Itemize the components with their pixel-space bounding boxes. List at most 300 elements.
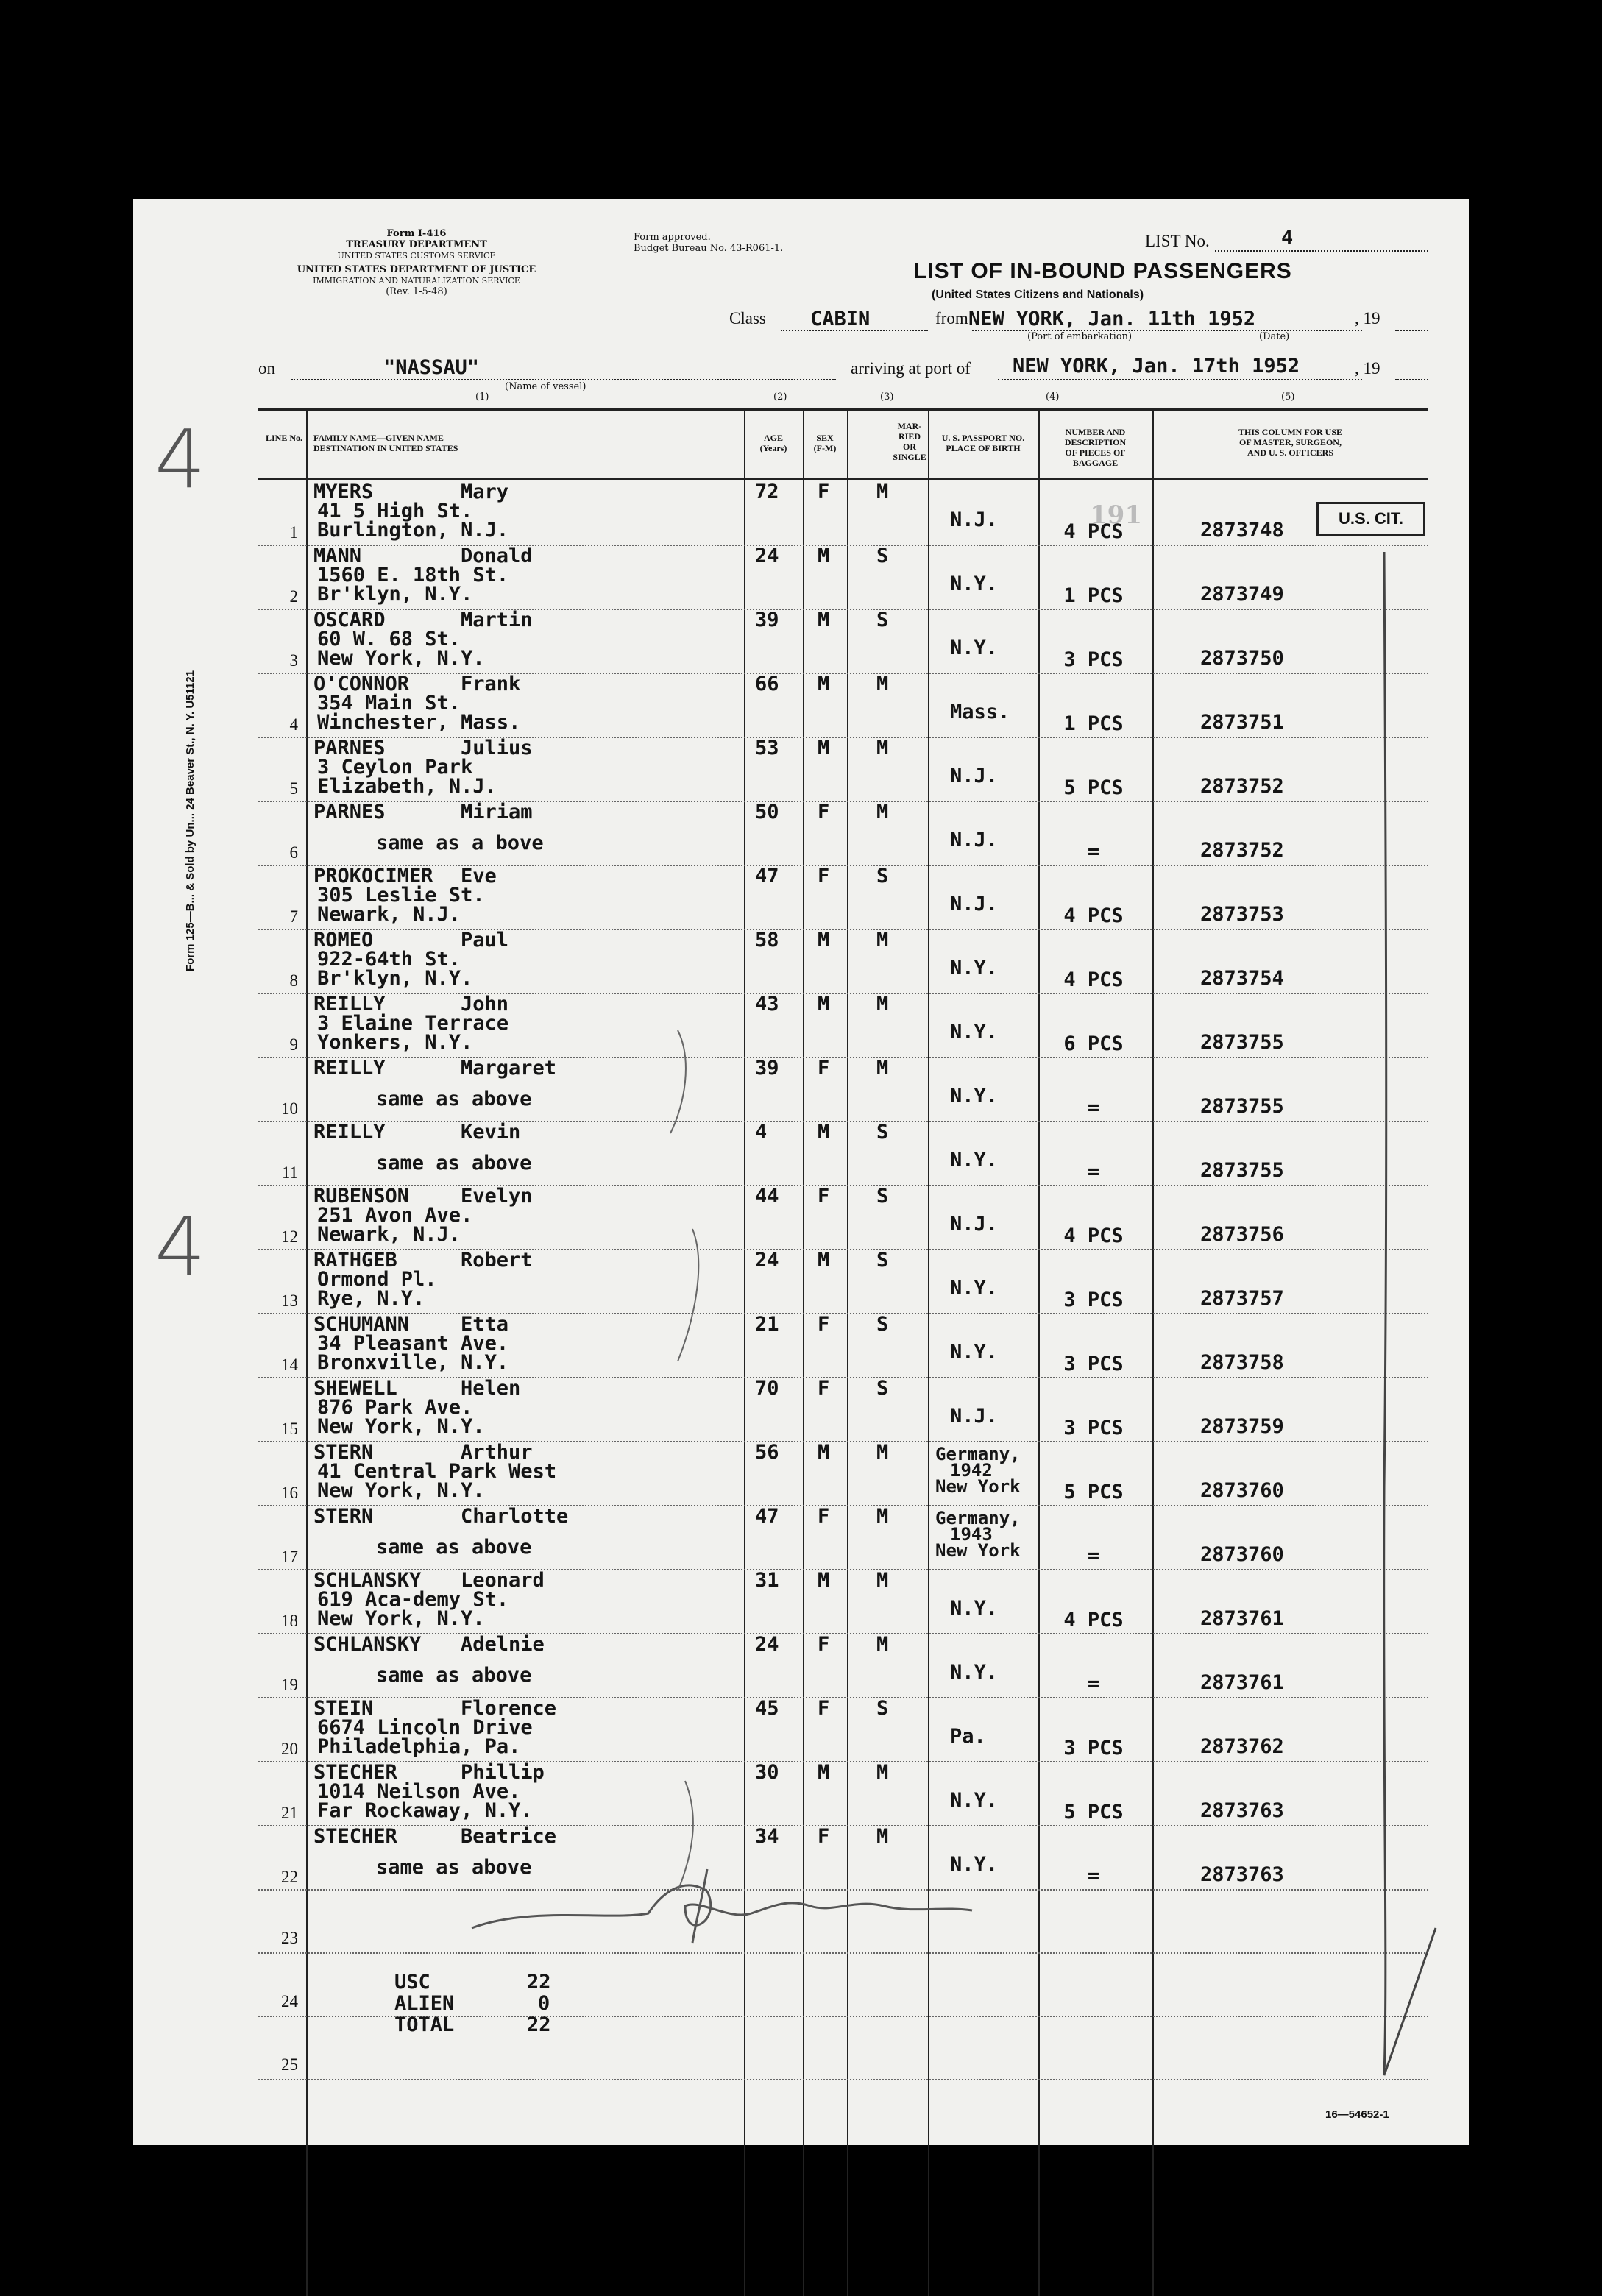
form-number: Form I-416 [386,228,447,239]
port-embarkation-caption: (Port of embarkation) [1027,331,1133,342]
baggage-count: 3 PCS [1063,648,1124,671]
hdr-age: AGE (Years) [759,433,787,453]
passenger-surname: PROKOCIMER [313,865,433,887]
place-of-birth: N.Y. [950,637,999,659]
place-of-birth: Pa. [950,1725,986,1748]
passenger-marital: M [876,1825,889,1848]
form-agency-block [251,228,582,297]
passenger-address: 876 Park Ave. [317,1396,473,1419]
baggage-count: 6 PCS [1063,1032,1124,1055]
printer-imprint: Form 125—B... & Sold by Un... 24 Beaver St., N. Y. U51121 [184,670,196,971]
line-number: 13 [281,1292,298,1310]
line-number: 16 [281,1484,298,1502]
passenger-city: Br'klyn, N.Y. [317,583,473,606]
row-divider [258,2079,1428,2080]
passenger-sex: M [818,545,830,567]
place-of-birth: Germany, [935,1444,1021,1464]
manifest-number: 2873755 [1200,1031,1284,1054]
passenger-address: same as a bove [376,832,544,854]
col-divider [1038,408,1040,2296]
passenger-given-name: Adelnie [461,1633,545,1656]
baggage-count: 3 PCS [1063,1289,1124,1311]
manifest-number: 2873759 [1200,1415,1284,1438]
arriving-label: arriving at port of [851,359,971,378]
passenger-surname: O'CONNOR [313,673,410,695]
passenger-surname: SHEWELL [313,1377,397,1400]
passenger-address: 1560 E. 18th St. [317,564,509,587]
passenger-surname: STECHER [313,1825,397,1848]
alien-count: 0 [538,1992,550,2015]
line-number: 18 [281,1612,298,1630]
passenger-city: Winchester, Mass. [317,711,521,734]
passenger-age: 34 [755,1825,779,1848]
from-value: NEW YORK, Jan. 11th 1952 [968,308,1256,330]
place-of-birth: Mass. [950,701,1010,723]
passenger-address: 60 W. 68 St. [317,628,461,651]
arrival-value: NEW YORK, Jan. 17th 1952 [1013,355,1300,378]
faint-stamp: 191 [1090,500,1142,530]
baggage-count: 1 PCS [1063,584,1124,607]
passenger-given-name: Florence [461,1697,557,1720]
passenger-city: New York, N.Y. [317,1607,485,1630]
passenger-address: same as above [376,1664,532,1687]
row-divider [258,1057,1428,1058]
table-top-rule [258,408,1428,411]
naturalization-place: New York [935,1476,1021,1497]
hdr-line: LINE No. [265,433,302,443]
manifest-number: 2873760 [1200,1479,1284,1502]
col-divider [847,408,848,2296]
place-of-birth: N.Y. [950,1789,999,1812]
passenger-address: 354 Main St. [317,692,461,715]
baggage-count: = [1087,1096,1100,1119]
passenger-address: same as above [376,1856,532,1879]
passenger-given-name: Helen [461,1377,521,1400]
col-cap-5: (5) [1281,391,1295,403]
footer-code: 16—54652-1 [1325,2108,1389,2121]
line-number: 4 [289,715,298,734]
baggage-count: 4 PCS [1063,904,1124,927]
page-title: LIST OF IN-BOUND PASSENGERS [913,259,1292,283]
line-number: 5 [289,779,298,798]
passenger-address: Ormond Pl. [317,1268,437,1291]
row-divider [258,929,1428,930]
passenger-marital: M [876,1761,889,1784]
passenger-sex: F [818,1633,830,1656]
arrival-line [998,379,1362,380]
naturalization-year: 1942 [950,1460,993,1481]
hdr-baggage: NUMBER AND DESCRIPTION OF PIECES OF BAGGAGE [1064,427,1127,468]
manifest-number: 2873755 [1200,1159,1284,1182]
manifest-number: 2873749 [1200,583,1284,606]
passenger-address: 6674 Lincoln Drive [317,1716,533,1739]
manifest-number: 2873755 [1200,1095,1284,1118]
manifest-number: 2873753 [1200,903,1284,926]
passenger-given-name: Charlotte [461,1505,569,1528]
baggage-count: 1 PCS [1063,712,1124,735]
passenger-marital: M [876,1505,889,1528]
margin-pencil-mark: 4 [155,412,206,506]
passenger-given-name: Evelyn [461,1185,533,1208]
passenger-sex: M [818,1761,830,1784]
place-of-birth: N.Y. [950,1085,999,1108]
place-of-birth: N.J. [950,829,999,851]
passenger-age: 31 [755,1569,779,1592]
baggage-count: = [1087,840,1100,863]
baggage-count: 5 PCS [1063,1801,1124,1824]
passenger-marital: S [876,1249,889,1272]
passenger-sex: F [818,1377,830,1400]
customs-service: UNITED STATES CUSTOMS SERVICE [337,251,496,261]
baggage-count: = [1087,1161,1100,1183]
line-number: 22 [281,1868,298,1886]
passenger-sex: M [818,1569,830,1592]
row-divider [258,545,1428,546]
list-no-line [1215,250,1428,252]
col-divider [928,408,929,2296]
passenger-age: 4 [755,1121,768,1144]
from-year-line [1395,330,1428,331]
passenger-age: 43 [755,993,779,1016]
passenger-age: 39 [755,609,779,631]
line-number: 8 [289,971,298,990]
place-of-birth: N.J. [950,765,999,787]
passenger-given-name: Margaret [461,1057,557,1080]
passenger-address: 922-64th St. [317,948,461,971]
col-divider [744,408,745,2296]
line-number: 10 [281,1099,298,1118]
passenger-marital: M [876,737,889,759]
passenger-given-name: Arthur [461,1441,533,1464]
passenger-sex: M [818,929,830,952]
passenger-marital: M [876,1569,889,1592]
passenger-age: 44 [755,1185,779,1208]
hdr-officers: THIS COLUMN FOR USE OF MASTER, SURGEON, AND U. S. OFFICERS [1238,427,1343,458]
passenger-surname: SCHLANSKY [313,1633,422,1656]
passenger-surname: SCHUMANN [313,1313,410,1336]
passenger-sex: F [818,865,830,887]
class-label: Class [729,309,766,327]
passenger-address: same as above [376,1152,532,1174]
total-label: TOTAL [394,2013,455,2036]
passenger-surname: SCHLANSKY [313,1569,422,1592]
row-divider [258,609,1428,610]
manifest-number: 2873752 [1200,775,1284,798]
passenger-address: 41 5 High St. [317,500,473,522]
passenger-given-name: John [461,993,509,1016]
passenger-age: 24 [755,1249,779,1272]
hdr-sex: SEX (F-M) [813,433,837,453]
vessel-caption: (Name of vessel) [505,381,586,392]
line-number: 12 [281,1227,298,1246]
passenger-marital: M [876,1441,889,1464]
passenger-sex: F [818,1313,830,1336]
line-number: 14 [281,1356,298,1374]
baggage-count: = [1087,1865,1100,1888]
passenger-given-name: Mary [461,481,509,503]
row-divider [258,865,1428,866]
passenger-sex: F [818,481,830,503]
passenger-given-name: Eve [461,865,497,887]
col-divider [803,408,804,2296]
row-divider [258,993,1428,994]
passenger-address: 251 Avon Ave. [317,1204,473,1227]
arrival-year-line [1395,379,1428,380]
passenger-address: same as above [376,1536,532,1559]
row-divider [258,737,1428,738]
passenger-address: 3 Elaine Terrace [317,1012,509,1035]
line-number: 11 [281,1163,298,1182]
arrival-year-suffix: , 19 [1355,359,1381,378]
place-of-birth: N.Y. [950,1277,999,1300]
passenger-city: Bronxville, N.Y. [317,1351,509,1374]
place-of-birth: N.Y. [950,1021,999,1044]
passenger-city: Newark, N.J. [317,903,461,926]
line-number: 7 [289,907,298,926]
list-no-value: 4 [1281,227,1294,249]
passenger-marital: M [876,801,889,823]
passenger-sex: F [818,1505,830,1528]
baggage-count: 4 PCS [1063,1225,1124,1247]
passenger-marital: M [876,929,889,952]
passenger-given-name: Donald [461,545,533,567]
manifest-number: 2873761 [1200,1671,1284,1694]
passenger-given-name: Leonard [461,1569,545,1592]
usc-count: 22 [527,1971,551,1994]
budget-bureau: Budget Bureau No. 43-R061-1. [634,243,784,254]
passenger-surname: REILLY [313,1121,386,1144]
passenger-surname: REILLY [313,993,386,1016]
line-number: 9 [289,1035,298,1054]
hdr-passport: U. S. PASSPORT NO. PLACE OF BIRTH [941,433,1025,453]
row-divider [258,1121,1428,1122]
total-count: 22 [527,2013,551,2036]
passenger-age: 72 [755,481,779,503]
usc-label: USC [394,1971,430,1994]
list-no-label: LIST No. [1145,232,1210,250]
passenger-marital: S [876,865,889,887]
passenger-marital: S [876,545,889,567]
us-citizen-stamp: U.S. CIT. [1316,502,1425,536]
passenger-marital: S [876,1121,889,1144]
line-number: 24 [281,1992,298,2010]
passenger-marital: M [876,1057,889,1080]
passenger-marital: S [876,1313,889,1336]
passenger-given-name: Phillip [461,1761,545,1784]
passenger-age: 66 [755,673,779,695]
manifest-number: 2873756 [1200,1223,1284,1246]
baggage-count: 3 PCS [1063,1353,1124,1375]
place-of-birth: N.Y. [950,1149,999,1172]
baggage-count: 4 PCS [1063,520,1124,543]
passenger-given-name: Etta [461,1313,509,1336]
passenger-given-name: Robert [461,1249,533,1272]
row-divider [258,1761,1428,1762]
passenger-marital: S [876,1377,889,1400]
row-divider [258,1952,1428,1954]
passenger-city: New York, N.Y. [317,1415,485,1438]
passenger-age: 24 [755,1633,779,1656]
place-of-birth: N.Y. [950,957,999,979]
line-number: 15 [281,1420,298,1438]
row-divider [258,801,1428,802]
on-label: on [258,359,275,378]
passenger-sex: F [818,1185,830,1208]
place-of-birth: N.Y. [950,573,999,595]
passenger-address: 305 Leslie St. [317,884,485,907]
passenger-age: 53 [755,737,779,759]
passenger-surname: STERN [313,1441,374,1464]
vessel-name: "NASSAU" [383,356,480,379]
passenger-surname: STECHER [313,1761,397,1784]
col-cap-4: (4) [1046,391,1060,403]
baggage-count: 4 PCS [1063,1609,1124,1631]
passenger-sex: M [818,737,830,759]
manifest-number: 2873761 [1200,1607,1284,1630]
place-of-birth: N.Y. [950,1597,999,1620]
line-number: 19 [281,1676,298,1694]
line-number: 6 [289,843,298,862]
passenger-age: 70 [755,1377,779,1400]
passenger-sex: M [818,609,830,631]
place-of-birth: N.J. [950,1213,999,1236]
manifest-number: 2873750 [1200,647,1284,670]
place-of-birth: Germany, [935,1508,1021,1528]
form-approved: Form approved. [634,232,711,243]
passenger-age: 21 [755,1313,779,1336]
from-label: from [935,309,968,327]
line-number: 3 [289,651,298,670]
line-number: 21 [281,1804,298,1822]
naturalization-year: 1943 [950,1524,993,1545]
passenger-given-name: Kevin [461,1121,521,1144]
passenger-given-name: Julius [461,737,533,759]
passenger-address: 1014 Neilson Ave. [317,1780,521,1803]
row-divider [258,673,1428,674]
treasury-dept: TREASURY DEPARTMENT [346,239,487,250]
passenger-surname: STERN [313,1505,374,1528]
passenger-marital: S [876,1185,889,1208]
passenger-age: 45 [755,1697,779,1720]
passenger-sex: F [818,1057,830,1080]
passenger-city: Rye, N.Y. [317,1287,425,1310]
passenger-marital: M [876,993,889,1016]
passenger-given-name: Martin [461,609,533,631]
passenger-marital: M [876,673,889,695]
passenger-age: 39 [755,1057,779,1080]
hdr-married: MAR- RIED OR SINGLE [893,421,926,462]
passenger-city: Far Rockaway, N.Y. [317,1799,533,1822]
passenger-surname: RATHGEB [313,1249,397,1272]
manifest-number: 2873751 [1200,711,1284,734]
baggage-count: = [1087,1673,1100,1696]
baggage-count: 4 PCS [1063,968,1124,991]
passenger-sex: M [818,1121,830,1144]
passenger-city: New York, N.Y. [317,647,485,670]
line-number: 17 [281,1548,298,1566]
passenger-marital: S [876,1697,889,1720]
manifest-number: 2873760 [1200,1543,1284,1566]
margin-pencil-mark: 4 [155,1200,206,1294]
passenger-age: 58 [755,929,779,952]
row-divider [258,1249,1428,1250]
passenger-given-name: Frank [461,673,521,695]
place-of-birth: N.Y. [950,1661,999,1684]
manifest-number: 2873758 [1200,1351,1284,1374]
col-cap-1: (1) [475,391,489,403]
passenger-sex: F [818,1825,830,1848]
passenger-sex: M [818,993,830,1016]
passenger-surname: PARNES [313,801,386,823]
vessel-line [291,379,836,380]
passenger-city: Br'klyn, N.Y. [317,967,473,990]
col-divider [1152,408,1154,2296]
class-value: CABIN [810,308,871,330]
passenger-surname: MANN [313,545,362,567]
handwritten-signature [442,1862,1105,1950]
passenger-surname: STEIN [313,1697,374,1720]
passenger-city: Yonkers, N.Y. [317,1031,473,1054]
passenger-city: Newark, N.J. [317,1223,461,1246]
line-number: 25 [281,2055,298,2074]
passenger-surname: RUBENSON [313,1185,410,1208]
passenger-surname: PARNES [313,737,386,759]
row-divider [258,1569,1428,1570]
line-number: 23 [281,1929,298,1947]
passenger-city: Philadelphia, Pa. [317,1735,521,1758]
passenger-surname: MYERS [313,481,374,503]
row-divider [258,1825,1428,1826]
passenger-age: 47 [755,865,779,887]
baggage-count: 5 PCS [1063,776,1124,799]
manifest-number: 2873757 [1200,1287,1284,1310]
passenger-address: 41 Central Park West [317,1460,557,1483]
col-cap-2: (2) [773,391,787,403]
naturalization-place: New York [935,1540,1021,1561]
passenger-age: 47 [755,1505,779,1528]
line-number: 2 [289,587,298,606]
line-number: 20 [281,1740,298,1758]
baggage-count: 3 PCS [1063,1417,1124,1439]
passenger-address: 3 Ceylon Park [317,756,473,779]
row-divider [258,1313,1428,1314]
row-divider [258,1377,1428,1378]
place-of-birth: N.Y. [950,1341,999,1364]
row-divider [258,1185,1428,1186]
row-divider [258,1505,1428,1506]
passenger-sex: M [818,673,830,695]
passenger-sex: M [818,1249,830,1272]
row-divider [258,1697,1428,1698]
passenger-surname: ROMEO [313,929,374,952]
from-year-suffix: , 19 [1355,309,1381,327]
passenger-address: same as above [376,1088,532,1110]
manifest-number: 2873754 [1200,967,1284,990]
manifest-number: 2873763 [1200,1799,1284,1822]
revision: (Rev. 1-5-48) [386,286,447,297]
baggage-count: 5 PCS [1063,1481,1124,1503]
col-cap-3: (3) [880,391,894,403]
check-mark-line [1347,530,1450,2112]
passenger-given-name: Beatrice [461,1825,557,1848]
passenger-given-name: Paul [461,929,509,952]
header-bottom-rule [258,478,1428,480]
place-of-birth: N.Y. [950,1853,999,1876]
budget-block [634,232,783,254]
passenger-marital: M [876,481,889,503]
passenger-sex: F [818,1697,830,1720]
passenger-address: 619 Aca-demy St. [317,1588,509,1611]
